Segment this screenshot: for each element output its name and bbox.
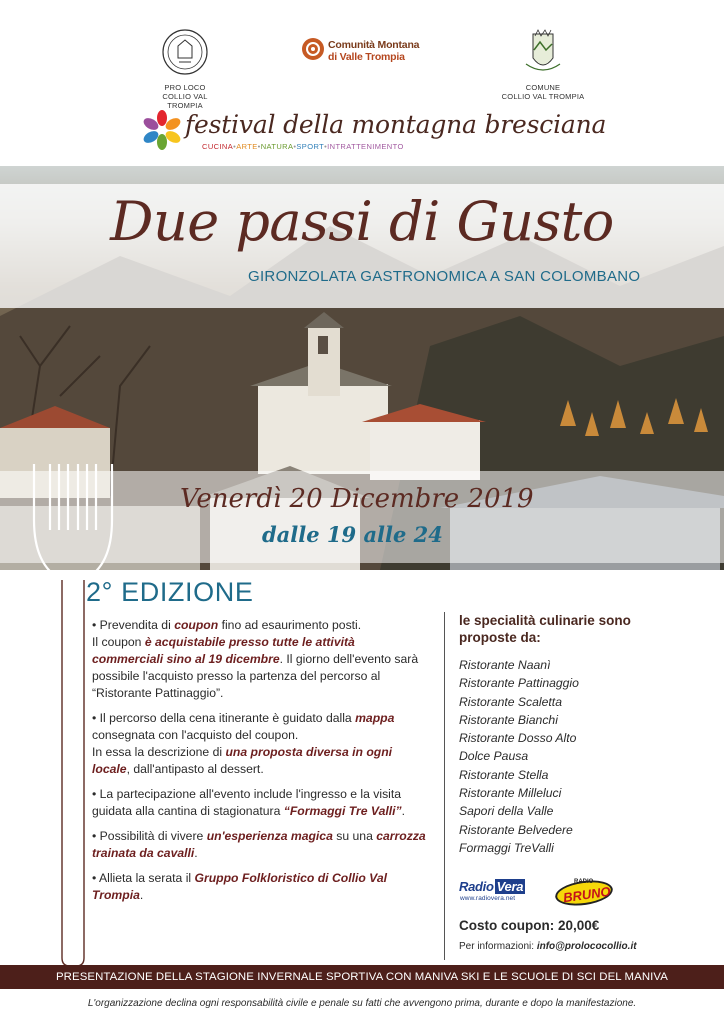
radio-bruno-logo: RADIO BRUNO — [555, 877, 613, 907]
comune-label-2: COLLIO VAL TROMPIA — [501, 92, 585, 101]
list-item: Dolce Pausa — [459, 749, 529, 764]
comunita-line-1: Comunità Montana — [328, 39, 420, 51]
column-divider — [444, 612, 445, 960]
coupon-price: Costo coupon: 20,00€ — [459, 918, 600, 933]
comunita-line-2: di Valle Trompia — [328, 51, 405, 63]
highlight-mappa: mappa — [355, 711, 395, 725]
highlight-coupon: coupon — [174, 618, 219, 632]
radio-vera-logo: Radio Vera www.radiovera.net — [459, 879, 524, 902]
restaurant-list — [459, 656, 699, 857]
list-item: Ristorante Dosso Alto — [459, 731, 577, 746]
proloco-label-2: COLLIO VAL TROMPIA — [162, 92, 208, 110]
list-item: Ristorante Stella — [459, 767, 549, 782]
highlight-proposta: una proposta diversa in ogni locale — [92, 745, 393, 776]
highlight-gruppo: Gruppo Folkloristico di Collio Val Trompia — [92, 871, 388, 902]
edition-heading: 2° EDIZIONE — [86, 577, 254, 607]
event-time: dalle 19 alle 24 — [262, 522, 443, 547]
list-item: Ristorante Scaletta — [459, 694, 562, 709]
list-item: Ristorante Pattinaggio — [459, 676, 579, 691]
bullet-carrozza: • Possibilità di vivere un'esperienza magica su una carrozza trainata da cavalli. — [92, 829, 426, 860]
event-title: Due passi di Gusto — [110, 190, 614, 253]
list-item: Sapori della Valle — [459, 804, 554, 819]
festival-tagline: CUCINA•ARTE•NATURA•SPORT•INTRATTENIMENTO — [202, 142, 404, 151]
list-item: Formaggi TreValli — [459, 840, 554, 855]
season-banner: PRESENTAZIONE DELLA STAGIONE INVERNALE SPORTIVA CON MANIVA SKI E LE SCUOLE DI SCI DEL MANIVA — [0, 965, 724, 989]
highlight-esperienza: un'esperienza magica — [206, 829, 333, 843]
list-item: Ristorante Naanì — [459, 658, 551, 672]
contact-info: Per informazioni: info@prolococollio.it — [459, 941, 637, 952]
list-item: Ristorante Belvedere — [459, 822, 573, 837]
list-item: Ristorante Bianchi — [459, 712, 558, 727]
festival-tag-natura: NATURA — [260, 142, 294, 151]
event-date: Venerdì 20 Dicembre 2019 — [180, 484, 534, 514]
radio-sponsors — [459, 877, 659, 911]
bullet-cantina: • La partecipazione all'evento include l'ingresso e la visita guidata alla cantina di stagionatura “Formaggi Tre Valli”. — [92, 787, 405, 818]
contact-email-link[interactable]: info@prolococollio.it — [536, 941, 637, 952]
bullet-folklore: • Allieta la serata il Gruppo Folkloristico di Collio Val Trompia. — [92, 871, 388, 902]
festival-tag-intrattenimento: INTRATTENIMENTO — [327, 142, 404, 151]
list-item: Ristorante Milleluci — [459, 786, 562, 801]
bullet-percorso: • Il percorso della cena itinerante è guidato dalla mappa consegnata con l'acquisto del coupon. In essa la descrizione di una proposta diversa in ogni locale, dall'antipasto al dessert. — [92, 711, 395, 776]
bullet-coupon: • Prevendita di coupon fino ad esaurimento posti. Il coupon è acquistabile presso tutte le attività commerciali sino al 19 dicembre. Il giorno dell'evento sarà possibile l'acquisto presso la partenza del percorso al “Ristorante Pattinaggio”. — [92, 618, 419, 700]
festival-title: festival della montagna bresciana — [185, 110, 607, 139]
festival-tag-sport: SPORT — [296, 142, 325, 151]
comune-label-1: COMUNE — [525, 83, 561, 92]
event-info-list — [92, 617, 427, 912]
disclaimer-text: L'organizzazione declina ogni responsabilità civile e penale su fatti che avvengono prima, durante e dopo la manifestazione. — [87, 998, 637, 1009]
event-subtitle: GIRONZOLATA GASTRONOMICA A SAN COLOMBANO — [248, 268, 641, 285]
highlight-formaggi: “Formaggi Tre Valli” — [283, 804, 402, 818]
highlight-acquistabile: è acquistabile presso tutte le attività commerciali sino al 19 dicembre — [92, 635, 355, 666]
festival-tag-cucina: CUCINA — [202, 142, 234, 151]
specialita-panel — [459, 612, 699, 857]
festival-tag-arte: ARTE — [236, 142, 258, 151]
specialita-heading: le specialità culinarie sono proposte da: — [459, 613, 631, 645]
proloco-label-1: PRO LOCO — [164, 83, 206, 92]
highlight-carrozza: carrozza trainata da cavalli — [92, 829, 426, 860]
